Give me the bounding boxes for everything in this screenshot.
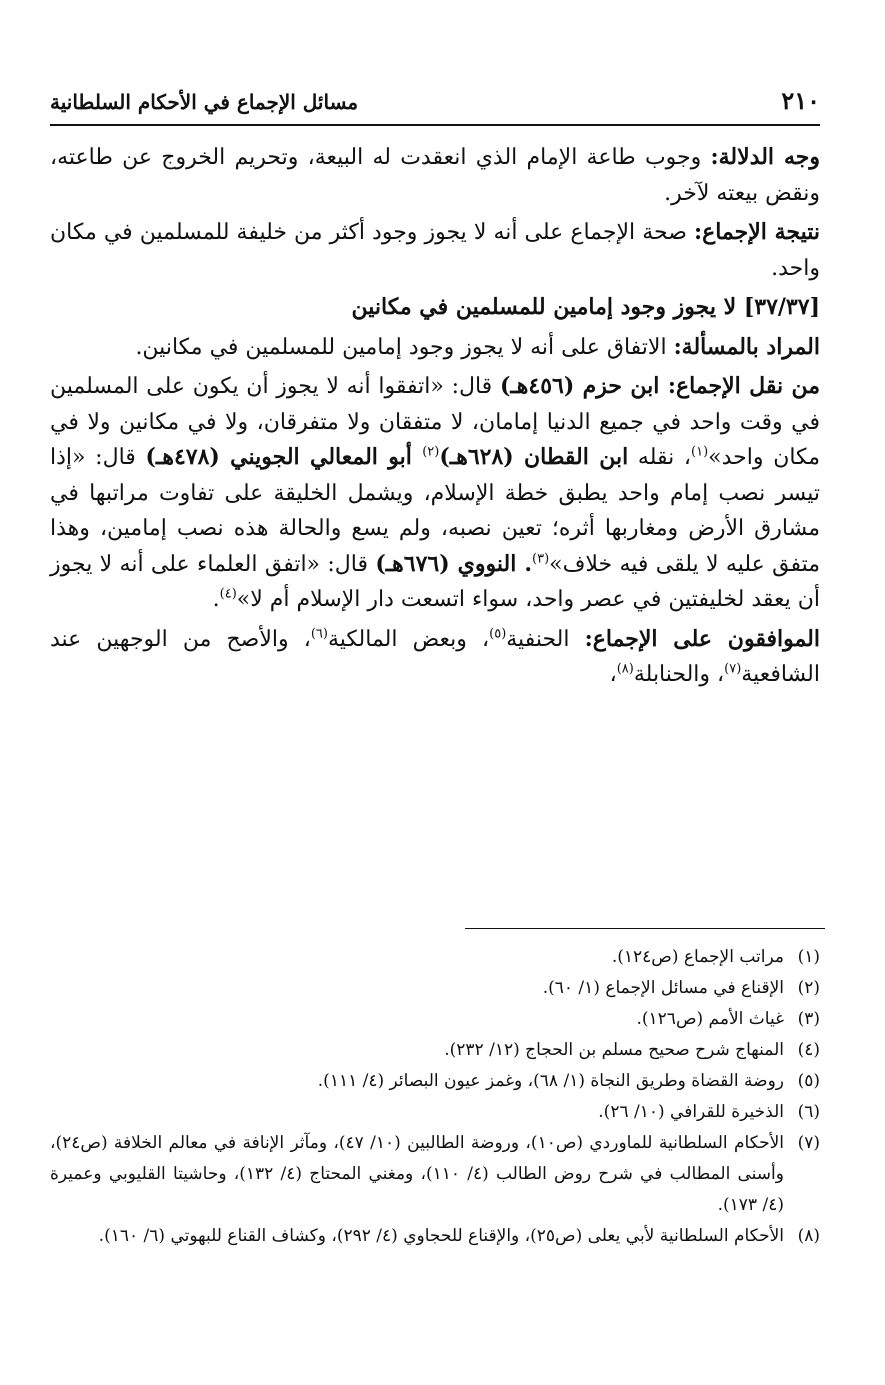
footnote-number: (٨) [797, 1226, 820, 1246]
footnote-text: الإقناع في مسائل الإجماع (١/ ٦٠). [542, 978, 784, 998]
paragraph-lead: من نقل الإجماع: [667, 373, 821, 399]
footnote-ref: (١) [691, 444, 709, 460]
page-header [50, 84, 820, 126]
scholar-name: أبو المعالي الجويني (٤٧٨هـ) [145, 444, 423, 470]
issue-heading: [٣٧/٣٧] لا يجوز وجود إمامين للمسلمين في مكانين [351, 294, 820, 320]
paragraph-indication [50, 140, 820, 211]
footnote-number: (٧) [797, 1133, 820, 1153]
running-title: مسائل الإجماع في الأحكام السلطانية [50, 90, 359, 114]
paragraph-text: صحة الإجماع على أنه لا يجوز وجود أكثر من خليفة للمسلمين في مكان واحد. [50, 220, 820, 281]
quote-text: قال: «اتفق العلماء على أنه لا يجوز أن يعقد لخليفتين في عصر واحد، سواء اتسعت دار الإسلام أم لا» [50, 551, 820, 612]
footnote-ref: (٣) [532, 551, 550, 567]
main-text [50, 140, 820, 697]
footnote-item [50, 1221, 820, 1252]
footnote-ref: (٤) [219, 586, 237, 602]
footnote-ref: (٢) [422, 444, 440, 460]
footnote-ref: (٨) [616, 661, 634, 677]
footnote-number: (٥) [797, 1071, 820, 1091]
footnote-item [50, 1035, 820, 1066]
footnote-ref: (٧) [724, 661, 742, 677]
scholar-name: . النووي (٦٧٦هـ) [375, 550, 533, 577]
paragraph-lead: المراد بالمسألة: [673, 333, 820, 360]
footnote-item [50, 1004, 820, 1035]
footnote-text: الذخيرة للقرافي (١٠/ ٢٦). [598, 1102, 784, 1122]
paragraph-text: الاتفاق على أنه لا يجوز وجود إمامين للمسلمين في مكانين. [135, 334, 674, 360]
footnote-item [50, 973, 820, 1004]
footnote-text: روضة القضاة وطريق النجاة (١/ ٦٨)، وغمز عيون البصائر (٤/ ١١١). [317, 1071, 784, 1091]
madhab-text: ، وبعض المالكية [327, 626, 490, 652]
footnote-ref: (٦) [310, 626, 328, 642]
scholar-name: ابن حزم (٤٥٦هـ) [499, 373, 668, 399]
paragraph-lead: الموافقون على الإجماع: [584, 625, 820, 652]
quote-text: قال: «إذا تيسر نصب إمام واحد يطبق خطة الإسلام، ويشمل الخليقة على تفاوت مراتبها في مشارق الأرض ومغاربها أثره؛ تعين نصبه، ولم يسع والحالة هذه نصب إمامين، وهذا متفق عليه لا يلقى فيه خلاف» [50, 445, 820, 577]
footnote-text: المنهاج شرح صحيح مسلم بن الحجاج (١٢/ ٢٣٢). [444, 1040, 784, 1060]
footnote-text: غياث الأمم (ص١٢٦). [636, 1009, 784, 1029]
footnote-item [50, 942, 820, 973]
madhab-text: ، والأصح من الوجهين عند الشافعية [50, 626, 820, 687]
paragraph-result [50, 215, 820, 286]
paragraph-text: وجوب طاعة الإمام الذي انعقدت له البيعة، وتحريم الخروج عن طاعته، ونقض بيعته لآخر. [50, 145, 820, 206]
madhab-text: ، والحنابلة [633, 662, 725, 687]
paragraph-lead: نتيجة الإجماع: [693, 219, 821, 245]
footnote-divider [465, 928, 825, 929]
paragraph-lead: وجه الدلالة: [710, 144, 820, 170]
footnote-text: مراتب الإجماع (ص١٢٤). [611, 947, 784, 967]
paragraph-intent [50, 330, 820, 366]
footnote-item [50, 1066, 820, 1097]
footnote-item [50, 1128, 820, 1221]
paragraph-transmission [50, 369, 820, 618]
footnote-number: (٦) [797, 1102, 820, 1122]
footnote-number: (٣) [797, 1009, 820, 1029]
footnote-number: (٢) [797, 978, 820, 998]
sentence-end: ، [609, 662, 617, 687]
madhab-text: الحنفية [506, 626, 585, 652]
footnotes-list [50, 942, 820, 1252]
footnote-text: الأحكام السلطانية لأبي يعلى (ص٢٥)، والإقناع للحجاوي (٤/ ٢٩٢)، وكشاف القناع للبهوتي (٦/ ١٦٠). [98, 1226, 784, 1246]
connector-text: ، نقله [628, 445, 692, 470]
paragraph-agreers [50, 622, 820, 693]
footnote-number: (٤) [797, 1040, 820, 1060]
scholar-name: ابن القطان (٦٢٨هـ) [439, 444, 629, 470]
footnote-text: الأحكام السلطانية للماوردي (ص١٠)، وروضة الطالبين (١٠/ ٤٧)، ومآثر الإنافة في معالم الخلافة (ص٢٤)، وأسنى المطالب في شرح روض الطالب (٤/ ١١٠)، ومغني المحتاج (٤/ ١٣٢)، وحاشيتا القليوبي وعميرة (٤/ ١٧٣). [50, 1133, 784, 1215]
sentence-end: . [212, 587, 220, 612]
quote-text: قال: «اتفقوا أنه لا يجوز أن يكون على المسلمين في وقت واحد في جميع الدنيا إمامان، لا متفقان ولا متفرقان، ولا في مكانين ولا في مكان واحد» [50, 374, 820, 470]
footnote-item [50, 1097, 820, 1128]
page-number: ٢١٠ [781, 86, 820, 115]
footnote-ref: (٥) [489, 626, 507, 642]
footnote-number: (١) [797, 947, 820, 967]
